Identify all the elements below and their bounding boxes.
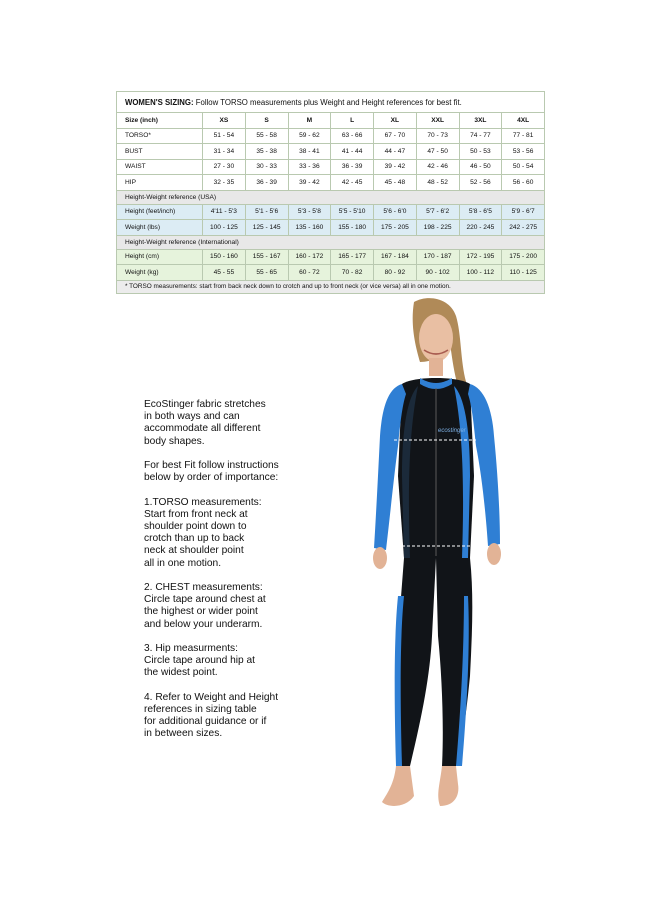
size-label: Size (inch) [117, 113, 203, 129]
table-cell: 155 - 167 [245, 249, 288, 265]
table-cell: 160 - 172 [288, 249, 331, 265]
table-cell: 165 - 177 [331, 249, 374, 265]
table-cell: 70 - 82 [331, 265, 374, 281]
table-cell: 5'7 - 6'2 [416, 204, 459, 220]
size-header-l: L [331, 113, 374, 129]
footnote-row [117, 280, 545, 293]
table-cell: 59 - 62 [288, 128, 331, 144]
table-row [117, 265, 545, 281]
table-row [117, 249, 545, 265]
table-cell: 53 - 56 [502, 144, 545, 160]
size-chart [116, 91, 544, 290]
table-cell: 198 - 225 [416, 220, 459, 236]
instruction-paragraph: EcoStinger fabric stretches in both ways and can accommodate all different body shapes. [144, 399, 266, 447]
table-cell: 220 - 245 [459, 220, 502, 236]
table-cell: 100 - 125 [203, 220, 246, 236]
table-cell: 70 - 73 [416, 128, 459, 144]
section-header [117, 190, 545, 204]
suit-logo: ecostinger [438, 428, 466, 434]
chart-heading-text: Follow TORSO measurements plus Weight and Height references for best fit. [193, 97, 462, 107]
size-header-xl: XL [374, 113, 417, 129]
table-cell: 42 - 46 [416, 159, 459, 175]
suit-left-leg [396, 558, 436, 766]
table-cell: 172 - 195 [459, 249, 502, 265]
size-header-4xl: 4XL [502, 113, 545, 129]
table-cell: 80 - 92 [374, 265, 417, 281]
table-cell: 36 - 39 [245, 175, 288, 191]
size-header-m: M [288, 113, 331, 129]
size-chart-table [116, 91, 545, 294]
table-row [117, 159, 545, 175]
table-cell: 32 - 35 [203, 175, 246, 191]
instruction-paragraph: 2. CHEST measurements: Circle tape around chest at the highest or wider point and below your underarm. [144, 582, 266, 630]
table-cell: 77 - 81 [502, 128, 545, 144]
instruction-paragraph: 1.TORSO measurements: Start from front neck at shoulder point down to crotch than up to back neck at shoulder point all in one motion. [144, 496, 262, 569]
table-cell: 30 - 33 [245, 159, 288, 175]
table-cell: 41 - 44 [331, 144, 374, 160]
table-cell: 4'11 - 5'3 [203, 204, 246, 220]
instruction-paragraph: 3. Hip measurments: Circle tape around hip at the widest point. [144, 643, 255, 679]
table-row [117, 204, 545, 220]
table-cell: 150 - 160 [203, 249, 246, 265]
row-label: Height (feet/inch) [117, 204, 203, 220]
table-cell: 36 - 39 [331, 159, 374, 175]
table-row [117, 128, 545, 144]
section-header [117, 235, 545, 249]
table-cell: 42 - 45 [331, 175, 374, 191]
chart-heading [117, 92, 545, 113]
size-header-xxl: XXL [416, 113, 459, 129]
size-header-row [117, 113, 545, 129]
table-cell: 35 - 38 [245, 144, 288, 160]
table-cell: 90 - 102 [416, 265, 459, 281]
row-label: BUST [117, 144, 203, 160]
row-label: Height (cm) [117, 249, 203, 265]
table-cell: 55 - 58 [245, 128, 288, 144]
table-cell: 39 - 42 [288, 175, 331, 191]
table-cell: 135 - 160 [288, 220, 331, 236]
row-label: Weight (kg) [117, 265, 203, 281]
table-cell: 48 - 52 [416, 175, 459, 191]
table-cell: 45 - 48 [374, 175, 417, 191]
chart-heading-bold: WOMEN'S SIZING: [125, 97, 194, 107]
table-row [117, 175, 545, 191]
table-cell: 170 - 187 [416, 249, 459, 265]
section-title: Height-Weight reference (USA) [117, 190, 545, 204]
table-cell: 167 - 184 [374, 249, 417, 265]
table-cell: 47 - 50 [416, 144, 459, 160]
fit-instructions [144, 399, 314, 753]
table-cell: 39 - 42 [374, 159, 417, 175]
table-cell: 52 - 56 [459, 175, 502, 191]
table-cell: 175 - 205 [374, 220, 417, 236]
table-cell: 242 - 275 [502, 220, 545, 236]
table-cell: 38 - 41 [288, 144, 331, 160]
instruction-paragraph: For best Fit follow instructions below by order of importance: [144, 460, 279, 484]
table-cell: 31 - 34 [203, 144, 246, 160]
torso-footnote: * TORSO measurements: start from back neck down to crotch and up to front neck (or vice versa) all in one motion. [117, 280, 545, 293]
table-cell: 5'8 - 6'5 [459, 204, 502, 220]
size-header-s: S [245, 113, 288, 129]
table-cell: 46 - 50 [459, 159, 502, 175]
table-cell: 27 - 30 [203, 159, 246, 175]
table-cell: 5'6 - 6'0 [374, 204, 417, 220]
table-row [117, 220, 545, 236]
table-row [117, 144, 545, 160]
instruction-paragraph: 4. Refer to Weight and Height references in sizing table for additional guidance or if in between sizes. [144, 691, 279, 740]
model-photo [336, 296, 516, 816]
table-cell: 50 - 53 [459, 144, 502, 160]
size-header-xs: XS [203, 113, 246, 129]
table-cell: 44 - 47 [374, 144, 417, 160]
table-cell: 74 - 77 [459, 128, 502, 144]
table-cell: 33 - 36 [288, 159, 331, 175]
table-cell: 175 - 200 [502, 249, 545, 265]
table-cell: 155 - 180 [331, 220, 374, 236]
table-cell: 100 - 112 [459, 265, 502, 281]
row-label: TORSO* [117, 128, 203, 144]
table-cell: 63 - 66 [331, 128, 374, 144]
table-cell: 110 - 125 [502, 265, 545, 281]
table-cell: 125 - 145 [245, 220, 288, 236]
row-label: HIP [117, 175, 203, 191]
table-cell: 5'1 - 5'6 [245, 204, 288, 220]
table-cell: 67 - 70 [374, 128, 417, 144]
table-cell: 5'9 - 6'7 [502, 204, 545, 220]
table-cell: 5'3 - 5'8 [288, 204, 331, 220]
row-label: Weight (lbs) [117, 220, 203, 236]
table-cell: 56 - 60 [502, 175, 545, 191]
table-cell: 50 - 54 [502, 159, 545, 175]
table-cell: 55 - 65 [245, 265, 288, 281]
size-header-3xl: 3XL [459, 113, 502, 129]
table-cell: 5'5 - 5'10 [331, 204, 374, 220]
section-title: Height-Weight reference (International) [117, 235, 545, 249]
table-cell: 60 - 72 [288, 265, 331, 281]
table-cell: 51 - 54 [203, 128, 246, 144]
row-label: WAIST [117, 159, 203, 175]
table-cell: 45 - 55 [203, 265, 246, 281]
